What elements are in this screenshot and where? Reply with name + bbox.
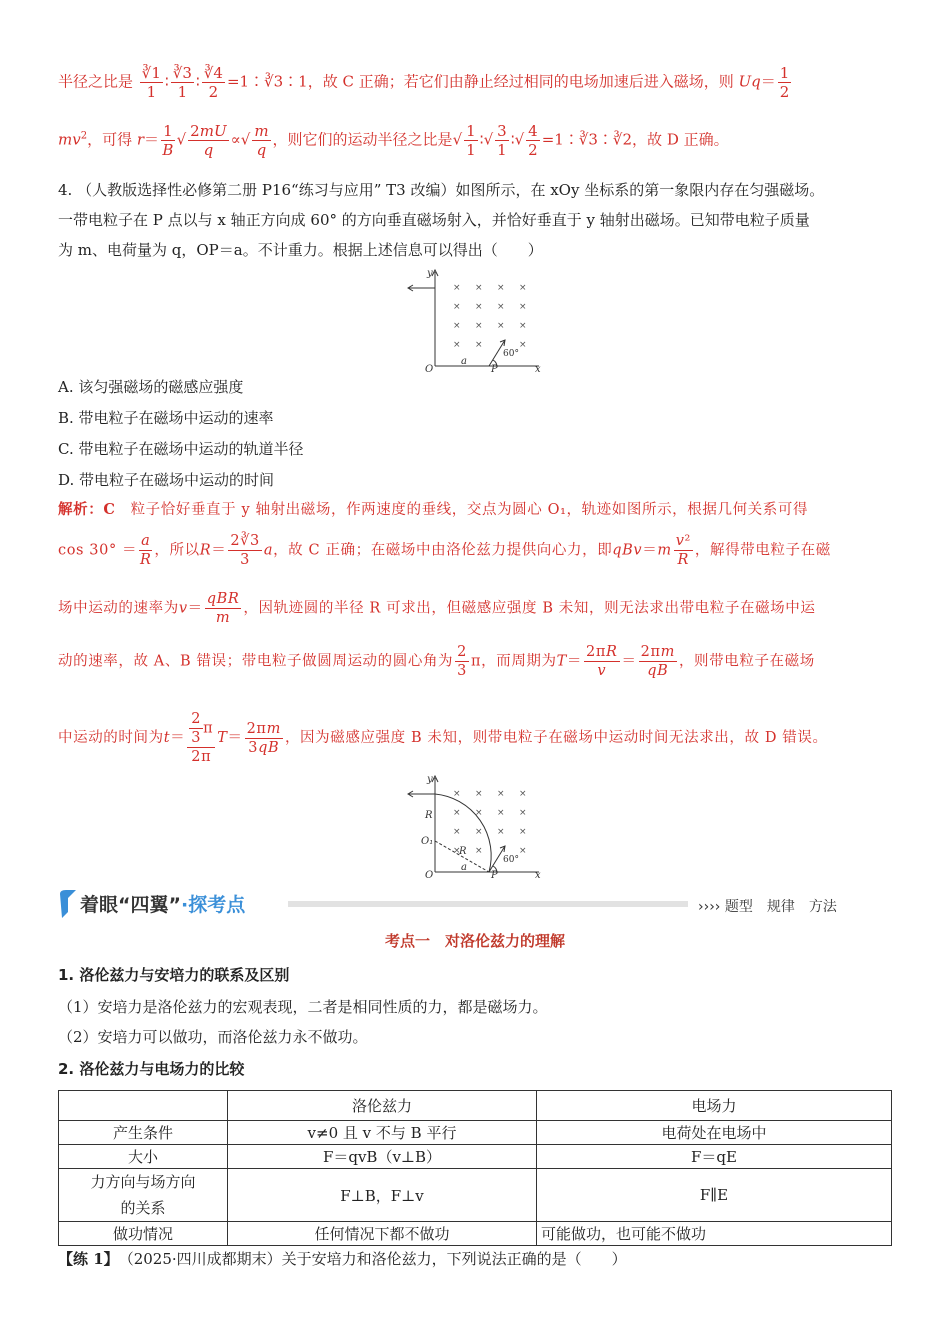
question-4-line2: 一带电粒子在 P 点以与 x 轴正方向成 60° 的方向垂直磁场射入，并恰好垂直于 y 轴射出磁场。已知带电粒子质量 (58, 211, 810, 229)
svg-text:×: × (453, 808, 461, 818)
svg-text:×: × (475, 808, 483, 818)
analysis-line1: 解析：C 粒子恰好垂直于 y 轴射出磁场，作两速度的垂线，交点为圆心 O₁，轨迹如图所示，根据几何关系可得 (58, 501, 809, 518)
table-row: 力方向与场方向的关系 F⊥B，F⊥v F∥E (59, 1169, 892, 1222)
svg-text:×: × (453, 827, 461, 837)
svg-text:×: × (453, 846, 461, 856)
heading-1: 1. 洛伦兹力与安培力的联系及区别 (58, 966, 290, 984)
svg-text:×: × (519, 340, 527, 350)
option-d: D. 带电粒子在磁场中运动的时间 (58, 471, 275, 489)
svg-text:×: × (475, 321, 483, 331)
svg-text:×: × (475, 283, 483, 293)
svg-text:×: × (519, 846, 527, 856)
svg-text:O₁: O₁ (421, 836, 434, 847)
comparison-table (58, 1090, 892, 1246)
svg-text:×: × (475, 789, 483, 799)
svg-text:×: × (453, 283, 461, 293)
svg-text:a: a (461, 356, 467, 367)
svg-text:×: × (519, 789, 527, 799)
option-b: B. 带电粒子在磁场中运动的速率 (58, 409, 274, 427)
figure-1-diagram (405, 266, 545, 374)
svg-text:O: O (425, 870, 434, 880)
svg-text:O: O (425, 364, 434, 374)
svg-text:×: × (475, 827, 483, 837)
svg-text:×: × (497, 321, 505, 331)
solution-prev-line2: $mv^2$，可得 r＝ $\frac{1}{B}$ √ $\frac{2mU}{q}$ ∝√ $\frac{m}{q}$ ，则它们的运动半径之比是√ $\frac{1}{1}$ ∶√ $\frac{3}{1}$ ∶√ $\frac{4}{2}$ =1∶∛3∶∛2，故 D 正确。 (58, 122, 729, 159)
svg-text:R: R (425, 810, 433, 821)
section-banner (58, 888, 892, 920)
svg-text:x: x (535, 364, 541, 374)
svg-text:a: a (461, 862, 467, 873)
paragraph-2: （2）安培力可以做功，而洛伦兹力永不做功。 (58, 1028, 368, 1046)
svg-text:×: × (497, 808, 505, 818)
table-row: 产生条件 v≠0 且 v 不与 B 平行 电荷处在电场中 (59, 1121, 892, 1145)
svg-text:×: × (519, 302, 527, 312)
analysis-line4: 动的速率，故 A、B 错误；带电粒子做圆周运动的圆心角为 $\frac{2}{3}$ π，而周期为T＝ $\frac{2\pi R}{v}$ ＝ $\frac{2\pi m}{qB}$ ，则带电粒子在磁场 (58, 644, 815, 679)
banner-title: 着眼“四翼”·探考点 (80, 894, 246, 916)
svg-text:R: R (459, 846, 467, 857)
svg-text:y: y (427, 774, 433, 785)
svg-text:P: P (491, 870, 498, 880)
svg-text:×: × (519, 827, 527, 837)
svg-text:×: × (475, 846, 483, 856)
svg-text:60°: 60° (503, 349, 519, 359)
svg-text:×: × (497, 789, 505, 799)
analysis-line5: 中运动的时间为t＝ $\frac{2}{3}$ π 2π T＝ $\frac{2\pi m}{3qB}$ ，因为磁感应强度 B 未知，则带电粒子在磁场中运动时间无法求出，故 D 错误。 (58, 711, 828, 765)
table-header-row: 洛伦兹力 电场力 (59, 1091, 892, 1121)
svg-text:×: × (453, 340, 461, 350)
svg-text:x: x (535, 870, 541, 880)
svg-text:×: × (453, 321, 461, 331)
field-crosses (453, 283, 527, 350)
table-row: 做功情况 任何情况下都不做功 可能做功，也可能不做功 (59, 1222, 892, 1246)
svg-text:×: × (519, 808, 527, 818)
section-title: 考点一 对洛伦兹力的理解 (384, 932, 565, 950)
table-row: 大小 F＝qvB（v⊥B） F＝qE (59, 1145, 892, 1169)
svg-text:×: × (519, 283, 527, 293)
analysis-line3: 场中运动的速率为v＝ $\frac{\text{qBR}}{m}$ ，因轨迹圆的半径 R 可求出，但磁感应强度 B 未知，则无法求出带电粒子在磁场中运 (58, 591, 816, 626)
question-4-line1: 4. （人教版选择性必修第二册 P16“练习与应用” T3 改编）如图所示，在 xOy 坐标系的第一象限内存在匀强磁场。 (58, 181, 825, 199)
svg-text:×: × (453, 789, 461, 799)
svg-text:×: × (497, 827, 505, 837)
svg-text:×: × (497, 283, 505, 293)
analysis-line2: cos 30° ＝ $\frac{a}{R}$ ，所以R＝ $\frac{2∛3}{3}$ a，故 C 正确；在磁场中由洛伦兹力提供向心力，即qBv＝m $\frac{\text{v²}}{R}$ ，解得带电粒子在磁 (58, 533, 831, 568)
svg-text:y: y (427, 268, 433, 279)
figure-2-diagram (405, 772, 545, 880)
practice-1: 【练 1】 （2025·四川成都期末）关于安培力和洛伦兹力，下列说法正确的是（ ） (58, 1250, 627, 1268)
solution-prev-line1: 半径之比是 $\frac{∛1}{1}$ ∶ $\frac{∛3}{1}$ ∶ $\frac{∛4}{2}$ =1∶∛3∶1，故 C 正确；若它们由静止经过相同的电场加速后进入磁场，则 Uq＝ $\frac{1}{2}$ (58, 64, 790, 101)
svg-text:×: × (497, 302, 505, 312)
svg-text:×: × (519, 321, 527, 331)
heading-2: 2. 洛伦兹力与电场力的比较 (58, 1060, 245, 1078)
svg-text:×: × (475, 340, 483, 350)
option-c: C. 带电粒子在磁场中运动的轨道半径 (58, 440, 304, 458)
banner-right: ›››› 题型 规律 方法 (698, 899, 837, 915)
svg-text:×: × (475, 302, 483, 312)
svg-text:P: P (491, 364, 498, 374)
svg-text:60°: 60° (503, 855, 519, 865)
svg-text:×: × (453, 302, 461, 312)
paragraph-1: （1）安培力是洛伦兹力的宏观表现，二者是相同性质的力，都是磁场力。 (58, 998, 548, 1016)
option-a: A. 该匀强磁场的磁感应强度 (58, 378, 244, 396)
question-4-line3: 为 m、电荷量为 q，OP＝a。不计重力。根据上述信息可以得出（ ） (58, 241, 543, 259)
